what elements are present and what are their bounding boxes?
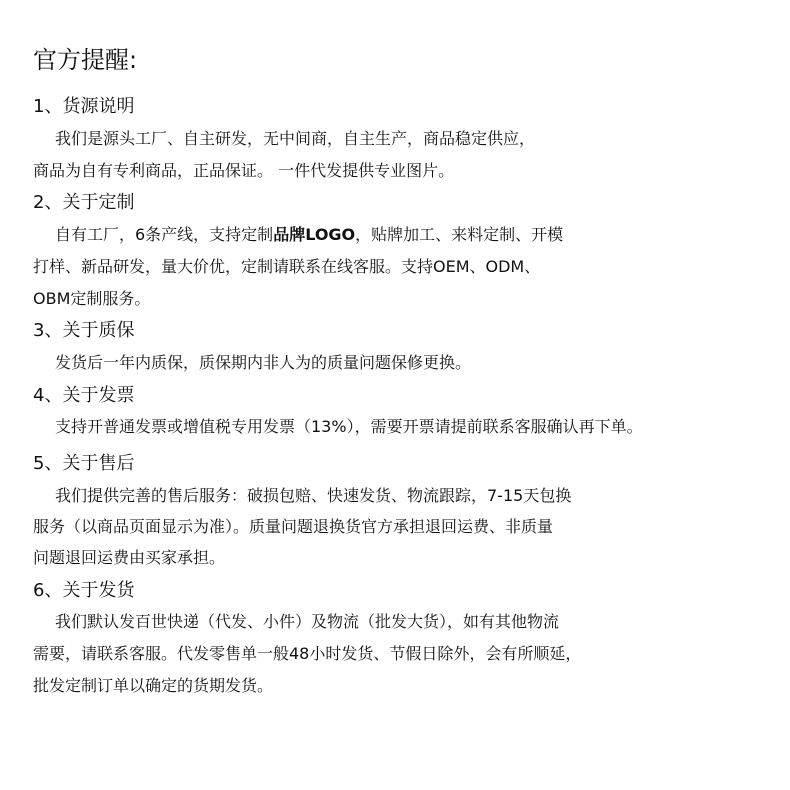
section-heading-customization: 2、关于定制	[33, 192, 135, 213]
section-heading-source: 1、货源说明	[33, 96, 135, 117]
section-after-sales-line-3: 问题退回运费由买家承担。	[33, 548, 226, 567]
section-source-line-1: 我们是源头工厂、自主研发，无中间商，自主生产，商品稳定供应，	[55, 129, 536, 148]
brand-logo-text: 品牌LOGO	[273, 225, 356, 244]
section-after-sales-line-2: 服务（以商品页面显示为准）。质量问题退换货官方承担退回运费、非质量	[33, 517, 554, 536]
section-heading-shipping: 6、关于发货	[33, 580, 135, 601]
section-customization-line-2: 打样、新品研发，量大价优，定制请联系在线客服。支持OEM、ODM、	[33, 257, 541, 276]
page-title: 官方提醒:	[33, 46, 138, 74]
customization-text-a: 自有工厂，6条产线，支持定制	[55, 225, 274, 244]
section-source-line-2: 商品为自有专利商品，正品保证。 一件代发提供专业图片。	[33, 161, 455, 180]
section-after-sales-line-1: 我们提供完善的售后服务：破损包赔、快速发货、物流跟踪，7-15天包换	[55, 486, 572, 505]
section-heading-warranty: 3、关于质保	[33, 320, 135, 341]
section-warranty-line-1: 发货后一年内质保，质保期内非人为的质量问题保修更换。	[55, 353, 472, 372]
section-customization-line-1	[55, 223, 563, 247]
section-shipping-line-2: 需要，请联系客服。代发零售单一般48小时发货、节假日除外，会有所顺延，	[33, 644, 582, 663]
section-invoice-line-1: 支持开普通发票或增值税专用发票（13%），需要开票请提前联系客服确认再下单。	[55, 417, 643, 436]
section-shipping-line-3: 批发定制订单以确定的货期发货。	[33, 676, 274, 695]
section-heading-invoice: 4、关于发票	[33, 385, 135, 406]
customization-text-c: ，贴牌加工、来料定制、开模	[355, 225, 564, 244]
section-heading-after-sales: 5、关于售后	[33, 453, 135, 474]
section-shipping-line-1: 我们默认发百世快递（代发、小件）及物流（批发大货），如有其他物流	[55, 612, 560, 631]
section-customization-line-3: OBM定制服务。	[33, 289, 151, 308]
